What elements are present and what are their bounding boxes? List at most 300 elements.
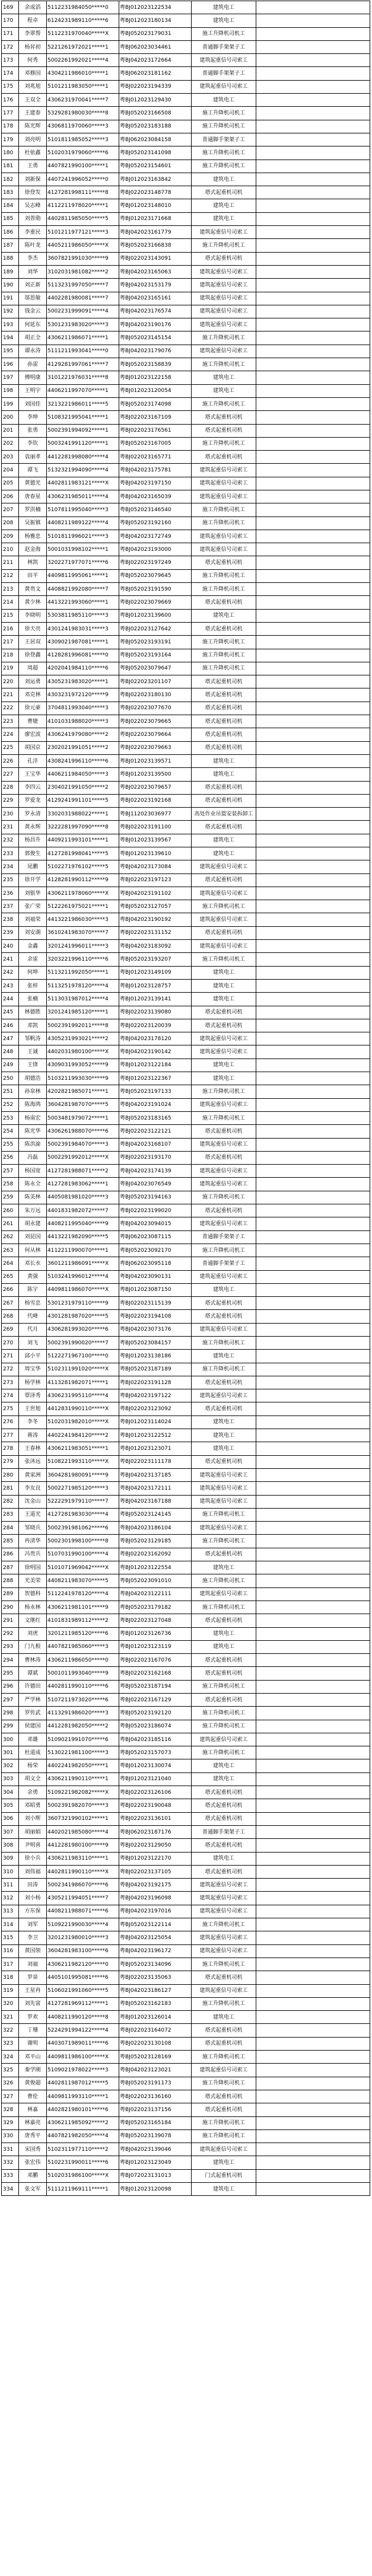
row-name: 邱小平 xyxy=(19,1350,47,1363)
table-row xyxy=(2,199,370,212)
row-cert-number: 粤BJ022023194108 xyxy=(119,1310,192,1323)
row-seq: 183 xyxy=(2,186,19,199)
row-name: 曹伦 xyxy=(19,2090,47,2103)
row-job-type: 建筑电工 xyxy=(192,1852,256,1865)
row-seq: 197 xyxy=(2,371,19,384)
table-row xyxy=(2,662,370,675)
table-row xyxy=(2,768,370,781)
table-row xyxy=(2,464,370,477)
row-name: 李重民 xyxy=(19,226,47,239)
row-blank-cell xyxy=(256,358,370,371)
table-row xyxy=(2,966,370,979)
table-row xyxy=(2,1984,370,1997)
row-job-type: 建筑起重信号司索工 xyxy=(192,1892,256,1905)
row-blank-cell xyxy=(256,1165,370,1178)
row-name: 李翠帮 xyxy=(19,27,47,40)
row-job-type: 建筑电工 xyxy=(192,609,256,622)
row-blank-cell xyxy=(256,1072,370,1085)
row-cert-number: 粤BJ012023139500 xyxy=(119,768,192,781)
row-cert-number: 粤BJ022023162092 xyxy=(119,1548,192,1561)
table-row xyxy=(2,913,370,926)
row-id-number: 4408211988071*****6 xyxy=(47,1905,119,1918)
row-job-type: 建筑起重信号司索工 xyxy=(192,265,256,278)
table-row xyxy=(2,583,370,596)
row-id-number: 5102031982010*****X xyxy=(47,1415,119,1429)
table-row xyxy=(2,609,370,622)
row-cert-number: 粤BJ052023134096 xyxy=(119,1957,192,1971)
row-id-number: 5222291979110*****7 xyxy=(47,1495,119,1508)
row-blank-cell xyxy=(256,437,370,450)
row-blank-cell xyxy=(256,107,370,120)
table-row xyxy=(2,1495,370,1508)
row-cert-number: 粤BJ052023191590 xyxy=(119,583,192,596)
row-cert-number: 粤BJ052023158839 xyxy=(119,358,192,371)
row-seq: 287 xyxy=(2,1561,19,1574)
row-cert-number: 粤BJ052023129185 xyxy=(119,1535,192,1548)
row-cert-number: 粤BJ012023139141 xyxy=(119,993,192,1006)
row-blank-cell xyxy=(256,120,370,133)
row-seq: 257 xyxy=(2,1165,19,1178)
row-job-type: 施工升降机司机工 xyxy=(192,517,256,530)
row-id-number: 5301231979110*****9 xyxy=(47,1297,119,1310)
row-blank-cell xyxy=(256,1204,370,1217)
row-job-type: 普通脚手架架子工 xyxy=(192,67,256,80)
row-seq: 273 xyxy=(2,1376,19,1389)
row-seq: 305 xyxy=(2,1799,19,1812)
row-cert-number: 粤BJ022023191128 xyxy=(119,1376,192,1389)
row-name: 田涛 xyxy=(19,1879,47,1892)
row-seq: 300 xyxy=(2,1733,19,1746)
row-id-number: 4304211986010*****1 xyxy=(47,67,119,80)
row-id-number: 4402031980100*****X xyxy=(47,1045,119,1059)
row-blank-cell xyxy=(256,305,370,318)
row-job-type: 塔式起重机司机 xyxy=(192,2090,256,2103)
row-cert-number: 粤BJ022023120039 xyxy=(119,1019,192,1032)
row-name: 杨南宏 xyxy=(19,1111,47,1124)
row-seq: 254 xyxy=(2,1125,19,1138)
row-id-number: 5112231984050*****0 xyxy=(47,1,119,14)
row-cert-number: 粤BJ052023183188 xyxy=(119,120,192,133)
table-row xyxy=(2,437,370,450)
row-job-type: 建筑起重信号司索工 xyxy=(192,1468,256,1481)
row-cert-number: 粤BJ042023076549 xyxy=(119,1178,192,1191)
row-blank-cell xyxy=(256,1522,370,1535)
row-blank-cell xyxy=(256,530,370,543)
row-blank-cell xyxy=(256,345,370,358)
row-blank-cell xyxy=(256,1085,370,1098)
table-row xyxy=(2,1997,370,2010)
table-row xyxy=(2,1376,370,1389)
row-id-number: 5107031990100*****4 xyxy=(47,1548,119,1561)
row-name: 刘国佳 xyxy=(19,397,47,410)
row-job-type: 建筑电工 xyxy=(192,993,256,1006)
row-job-type: 施工升降机司机工 xyxy=(192,397,256,410)
row-job-type: 建筑起重信号司索工 xyxy=(192,318,256,331)
row-job-type: 施工升降机司机工 xyxy=(192,649,256,662)
row-name: 谭飞 xyxy=(19,464,47,477)
row-job-type: 建筑起重信号司索工 xyxy=(192,887,256,900)
table-row xyxy=(2,1654,370,1667)
table-row xyxy=(2,887,370,900)
row-cert-number: 粤BJ022023130108 xyxy=(119,2037,192,2050)
table-row xyxy=(2,847,370,860)
row-id-number: 5003481979072*****1 xyxy=(47,1111,119,1124)
row-name: 金鑫 xyxy=(19,940,47,953)
row-job-type: 普通脚手架架子工 xyxy=(192,133,256,146)
row-seq: 213 xyxy=(2,583,19,596)
row-job-type: 塔式起重机司机 xyxy=(192,1151,256,1164)
row-blank-cell xyxy=(256,1389,370,1402)
row-cert-number: 粤BJ012023128757 xyxy=(119,979,192,992)
row-name: 谢明 xyxy=(19,2037,47,2050)
row-id-number: 4403071989011*****6 xyxy=(47,2037,119,2050)
table-row xyxy=(2,1812,370,1825)
row-blank-cell xyxy=(256,1415,370,1429)
table-row xyxy=(2,715,370,728)
row-id-number: 5106021991060*****5 xyxy=(47,1984,119,1997)
row-blank-cell xyxy=(256,1852,370,1865)
row-cert-number: 粤BJ012023123119 xyxy=(119,1640,192,1653)
row-name: 胡永建 xyxy=(19,1217,47,1230)
row-job-type: 建筑起重信号司索工 xyxy=(192,1098,256,1111)
table-row xyxy=(2,1442,370,1455)
row-seq: 272 xyxy=(2,1363,19,1376)
row-id-number: 5102271976102*****5 xyxy=(47,860,119,873)
row-id-number: 4408211995040*****9 xyxy=(47,1217,119,1230)
row-blank-cell xyxy=(256,1759,370,1772)
row-blank-cell xyxy=(256,1323,370,1336)
row-name: 许德田 xyxy=(19,1680,47,1693)
row-name: 胡丽娟 xyxy=(19,1825,47,1838)
row-cert-number: 粤BJ062023084158 xyxy=(119,133,192,146)
row-name: 张文军 xyxy=(19,2182,47,2195)
row-seq: 248 xyxy=(2,1045,19,1059)
row-seq: 241 xyxy=(2,953,19,966)
table-row xyxy=(2,1931,370,1944)
row-name: 方东保 xyxy=(19,1905,47,1918)
row-name: 杨学林 xyxy=(19,1376,47,1389)
row-cert-number: 粤BJ052023162183 xyxy=(119,1997,192,2010)
row-id-number: 4309031993052*****9 xyxy=(47,1059,119,1072)
row-blank-cell xyxy=(256,1839,370,1852)
row-seq: 260 xyxy=(2,1204,19,1217)
row-blank-cell xyxy=(256,186,370,199)
table-row xyxy=(2,1244,370,1257)
table-row xyxy=(2,979,370,992)
table-row xyxy=(2,107,370,120)
row-name: 唐春星 xyxy=(19,490,47,503)
row-cert-number: 粤BJ012023180134 xyxy=(119,14,192,27)
table-row xyxy=(2,900,370,913)
row-cert-number: 粤BJ022023115139 xyxy=(119,1297,192,1310)
row-cert-number: 粤BJ042023172111 xyxy=(119,1482,192,1495)
row-name: 宋国秀 xyxy=(19,2143,47,2156)
row-id-number: 5002391990020*****7 xyxy=(47,1336,119,1349)
row-job-type: 塔式起重机司机 xyxy=(192,688,256,702)
row-blank-cell xyxy=(256,2182,370,2195)
row-job-type: 塔式起重机司机 xyxy=(192,1548,256,1561)
row-blank-cell xyxy=(256,1217,370,1230)
row-cert-number: 粤BJ052023145154 xyxy=(119,331,192,345)
table-row xyxy=(2,2129,370,2143)
row-id-number: 3604281987070*****5 xyxy=(47,1098,119,1111)
row-seq: 251 xyxy=(2,1085,19,1098)
table-row xyxy=(2,67,370,80)
row-name: 刘昆国 xyxy=(19,1230,47,1244)
row-seq: 323 xyxy=(2,2037,19,2050)
row-cert-number: 粤BJ052023084157 xyxy=(119,1336,192,1349)
row-name: 罗传武 xyxy=(19,1707,47,1720)
row-name: 刘新保 xyxy=(19,173,47,186)
table-row xyxy=(2,279,370,292)
row-job-type: 塔式起重机司机 xyxy=(192,1310,256,1323)
table-row xyxy=(2,688,370,702)
table-row xyxy=(2,993,370,1006)
row-blank-cell xyxy=(256,702,370,715)
row-blank-cell xyxy=(256,794,370,807)
row-seq: 262 xyxy=(2,1230,19,1244)
row-name: 黄俊超 xyxy=(19,2077,47,2090)
row-blank-cell xyxy=(256,1944,370,1957)
row-blank-cell xyxy=(256,1799,370,1812)
row-name: 杨永林 xyxy=(19,1601,47,1614)
table-row xyxy=(2,1772,370,1786)
row-id-number: 4101031988020*****3 xyxy=(47,715,119,728)
row-id-number: 5113211992050*****1 xyxy=(47,966,119,979)
row-cert-number: 粤BJ042023179076 xyxy=(119,345,192,358)
row-cert-number: 粤BJ042023172749 xyxy=(119,530,192,543)
row-blank-cell xyxy=(256,146,370,160)
table-row xyxy=(2,1905,370,1918)
row-name: 黄强 xyxy=(19,1270,47,1283)
row-blank-cell xyxy=(256,1482,370,1495)
row-job-type: 建筑起重信号司索工 xyxy=(192,1217,256,1230)
row-cert-number: 粤BJ052023194163 xyxy=(119,1191,192,1204)
row-id-number: 5001011993040*****9 xyxy=(47,1667,119,1680)
row-job-type: 施工升降机司机工 xyxy=(192,239,256,252)
table-row xyxy=(2,1852,370,1865)
row-cert-number: 粤BJ022023123092 xyxy=(119,1402,192,1415)
row-job-type: 建筑电工 xyxy=(192,371,256,384)
row-name: 陈美林 xyxy=(19,1191,47,1204)
row-id-number: 5112231970040*****X xyxy=(47,27,119,40)
row-id-number: 5002261992021*****4 xyxy=(47,54,119,67)
table-row xyxy=(2,1707,370,1720)
row-name: 徐天亮 xyxy=(19,622,47,635)
row-cert-number: 粤BJ042023193000 xyxy=(119,543,192,556)
row-job-type: 施工升降机司机工 xyxy=(192,358,256,371)
row-cert-number: 粤BJ022023077670 xyxy=(119,702,192,715)
row-blank-cell xyxy=(256,1059,370,1072)
row-id-number: 5002271985120*****3 xyxy=(47,1482,119,1495)
row-name: 何秀 xyxy=(19,54,47,67)
row-blank-cell xyxy=(256,1376,370,1389)
row-seq: 256 xyxy=(2,1151,19,1164)
row-job-type: 建筑起重信号司索工 xyxy=(192,1587,256,1601)
table-row xyxy=(2,1,370,14)
row-job-type: 建筑电工 xyxy=(192,847,256,860)
row-blank-cell xyxy=(256,622,370,635)
row-cert-number: 粤BJ042023125054 xyxy=(119,1931,192,1944)
row-name: 吴振镇 xyxy=(19,517,47,530)
row-job-type: 建筑起重信号司索工 xyxy=(192,54,256,67)
row-cert-number: 粤BJ052023166838 xyxy=(119,239,192,252)
row-cert-number: 粤BJ042023167188 xyxy=(119,1495,192,1508)
row-cert-number: 粤BJ052023124145 xyxy=(119,1508,192,1521)
row-blank-cell xyxy=(256,1019,370,1032)
row-seq: 288 xyxy=(2,1574,19,1587)
table-row xyxy=(2,490,370,503)
row-job-type: 施工升降机司机工 xyxy=(192,569,256,582)
row-name: 黄贵文 xyxy=(19,583,47,596)
table-row xyxy=(2,503,370,517)
row-seq: 227 xyxy=(2,768,19,781)
row-job-type: 塔式起重机司机 xyxy=(192,2024,256,2037)
row-id-number: 3604281980091*****9 xyxy=(47,1468,119,1481)
row-job-type: 塔式起重机司机 xyxy=(192,781,256,794)
table-row xyxy=(2,1535,370,1548)
row-cert-number: 粤BJ022023079669 xyxy=(119,596,192,609)
row-id-number: 5132321994090*****4 xyxy=(47,464,119,477)
row-name: 张楠 xyxy=(19,993,47,1006)
row-id-number: 5102311977110*****2 xyxy=(47,2143,119,2156)
table-row xyxy=(2,1151,370,1164)
row-cert-number: 粤BJ022023199020 xyxy=(119,1204,192,1217)
row-job-type: 塔式起重机司机 xyxy=(192,1654,256,1667)
row-name: 杨昌升 xyxy=(19,834,47,847)
row-seq: 311 xyxy=(2,1879,19,1892)
row-cert-number: 粤BJ042023123021 xyxy=(119,2064,192,2077)
row-cert-number: 粤BJ022023165771 xyxy=(119,451,192,464)
row-job-type: 塔式起重机司机 xyxy=(192,252,256,265)
row-seq: 259 xyxy=(2,1191,19,1204)
row-blank-cell xyxy=(256,966,370,979)
table-row xyxy=(2,146,370,160)
row-name: 程卓 xyxy=(19,14,47,27)
row-blank-cell xyxy=(256,1892,370,1905)
row-seq: 208 xyxy=(2,517,19,530)
row-seq: 313 xyxy=(2,1905,19,1918)
row-job-type: 建筑电工 xyxy=(192,768,256,781)
row-cert-number: 粤BJ012023148010 xyxy=(119,199,192,212)
row-job-type: 施工升降机司机工 xyxy=(192,900,256,913)
table-row xyxy=(2,40,370,53)
row-id-number: 5111211993041*****0 xyxy=(47,345,119,358)
row-cert-number: 粤BJ012023123071 xyxy=(119,1442,192,1455)
row-job-type: 施工升降机司机工 xyxy=(192,331,256,345)
row-seq: 209 xyxy=(2,530,19,543)
row-job-type: 建筑起重信号司索工 xyxy=(192,1482,256,1495)
row-seq: 236 xyxy=(2,887,19,900)
table-row xyxy=(2,1971,370,1984)
row-blank-cell xyxy=(256,926,370,939)
row-id-number: 4409811993110*****1 xyxy=(47,2090,119,2103)
row-blank-cell xyxy=(256,503,370,517)
row-blank-cell xyxy=(256,834,370,847)
row-name: 尾鹏 xyxy=(19,860,47,873)
row-blank-cell xyxy=(256,1680,370,1693)
row-name: 邬思敏 xyxy=(19,292,47,305)
certificate-table xyxy=(1,1,370,2196)
row-name: 刘飞 xyxy=(19,1336,47,1349)
row-id-number: 5111211969111*****1 xyxy=(47,2182,119,2195)
row-cert-number: 粤BJ042023174139 xyxy=(119,1165,192,1178)
row-seq: 200 xyxy=(2,411,19,424)
row-seq: 291 xyxy=(2,1614,19,1627)
table-row xyxy=(2,1957,370,1971)
row-cert-number: 粤BJ042023191024 xyxy=(119,1098,192,1111)
row-cert-number: 粤BJ052023179031 xyxy=(119,27,192,40)
row-id-number: 2302021991051*****2 xyxy=(47,741,119,754)
row-job-type: 塔式起重机司机 xyxy=(192,702,256,715)
table-row xyxy=(2,940,370,953)
row-id-number: 5101211983050*****1 xyxy=(47,80,119,93)
row-cert-number: 粤BJ012023122158 xyxy=(119,371,192,384)
row-blank-cell xyxy=(256,1336,370,1349)
row-name: 周超 xyxy=(19,662,47,675)
row-cert-number: 粤BJ052023191173 xyxy=(119,2077,192,2090)
row-name: 邓克林 xyxy=(19,688,47,702)
row-id-number: 4413221986030*****3 xyxy=(47,913,119,926)
row-seq: 202 xyxy=(2,437,19,450)
row-name: 刘先富 xyxy=(19,1997,47,2010)
row-id-number: 4409811995061*****1 xyxy=(47,569,119,582)
row-blank-cell xyxy=(256,688,370,702)
table-row xyxy=(2,675,370,688)
row-blank-cell xyxy=(256,1151,370,1164)
row-blank-cell xyxy=(256,239,370,252)
row-id-number: 5101211977121*****3 xyxy=(47,226,119,239)
row-name: 邓鹏 xyxy=(19,2169,47,2182)
row-name: 冯磊 xyxy=(19,1151,47,1164)
row-job-type: 施工升降机司机工 xyxy=(192,1707,256,1720)
row-blank-cell xyxy=(256,1587,370,1601)
row-name: 王春林 xyxy=(19,1442,47,1455)
table-row xyxy=(2,596,370,609)
row-name: 余勇 xyxy=(19,1786,47,1799)
row-blank-cell xyxy=(256,54,370,67)
row-id-number: 4402241982050*****1 xyxy=(47,1759,119,1772)
row-seq: 297 xyxy=(2,1694,19,1707)
row-name: 林德胜 xyxy=(19,1006,47,1019)
row-cert-number: 粤BJ052023157073 xyxy=(119,1746,192,1759)
row-name: 王星冉 xyxy=(19,1984,47,1997)
row-seq: 175 xyxy=(2,80,19,93)
row-seq: 237 xyxy=(2,900,19,913)
row-seq: 253 xyxy=(2,1111,19,1124)
row-seq: 326 xyxy=(2,2077,19,2090)
row-id-number: 4408211989122*****4 xyxy=(47,517,119,530)
row-blank-cell xyxy=(256,80,370,93)
table-row xyxy=(2,1178,370,1191)
row-cert-number: 粤BJ042023073176 xyxy=(119,1323,192,1336)
row-blank-cell xyxy=(256,318,370,331)
row-id-number: 4306211990110*****1 xyxy=(47,1772,119,1786)
row-seq: 289 xyxy=(2,1587,19,1601)
row-name: 邓修国 xyxy=(19,67,47,80)
row-blank-cell xyxy=(256,1971,370,1984)
row-seq: 229 xyxy=(2,794,19,807)
row-cert-number: 粤BJ022023167076 xyxy=(119,1654,192,1667)
row-id-number: 3222281997090*****8 xyxy=(47,821,119,834)
row-seq: 317 xyxy=(2,1957,19,1971)
row-name: 刘华 xyxy=(19,265,47,278)
row-name: 曹林涛 xyxy=(19,1654,47,1667)
row-blank-cell xyxy=(256,754,370,767)
row-name: 吴志峰 xyxy=(19,199,47,212)
row-name: 丁珊 xyxy=(19,2024,47,2037)
row-blank-cell xyxy=(256,900,370,913)
